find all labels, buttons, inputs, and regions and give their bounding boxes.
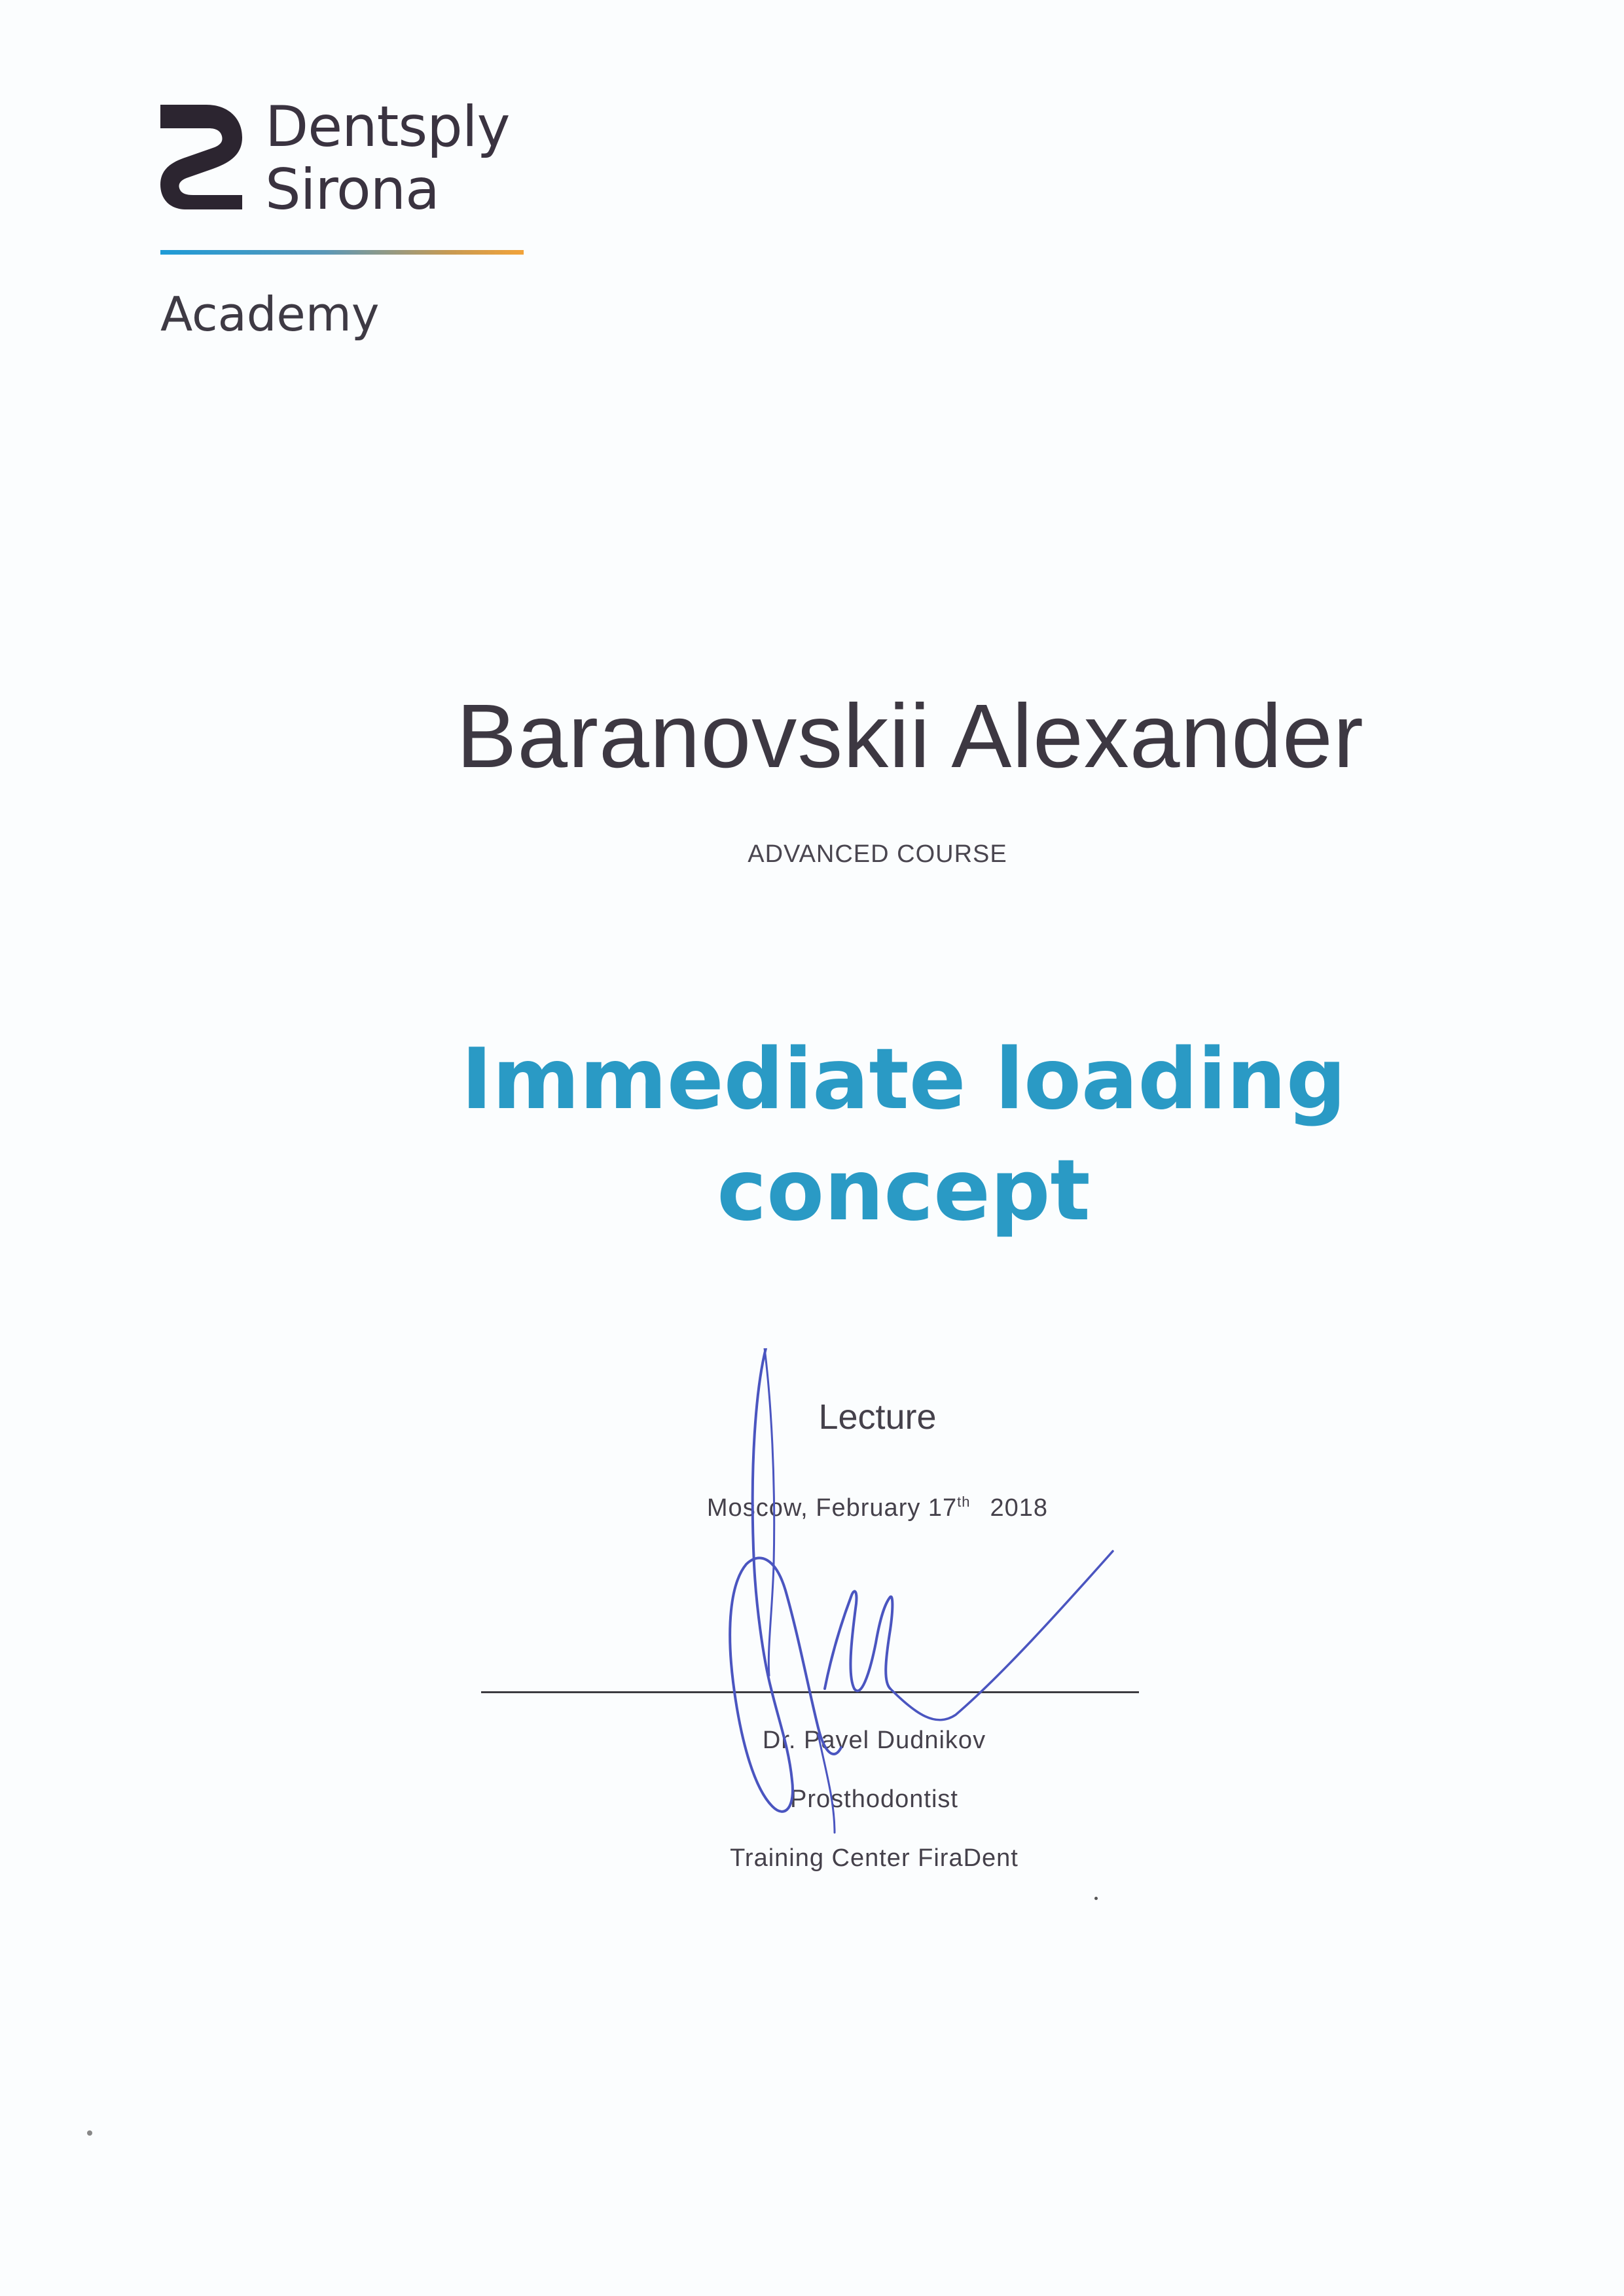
- signer-name: Dr. Pavel Dudnikov: [762, 1727, 986, 1754]
- event-date-suffix: th: [957, 1494, 971, 1510]
- event-type: Lecture: [818, 1397, 937, 1437]
- event-location-date: [65, 1488, 1624, 1522]
- event-location-date-text: Moscow, February 17: [706, 1494, 958, 1522]
- logo-brand-line1: Dentsply: [265, 94, 510, 160]
- paper-speck: [87, 2130, 92, 2136]
- event-year: 2018: [990, 1494, 1049, 1522]
- course-title-line1: Immediate loading: [461, 1031, 1346, 1128]
- recipient-name: Baranovskii Alexander: [456, 686, 1364, 787]
- logo-brand-line2: Sirona: [265, 157, 439, 223]
- logo-gradient-rule: [160, 250, 524, 255]
- dentsply-sirona-academy-logo: [160, 94, 527, 360]
- logo-brand-name: [265, 96, 510, 221]
- signer-role: Prosthodontist: [790, 1785, 958, 1813]
- paper-speck: [1094, 1897, 1098, 1900]
- course-title-line2: concept: [717, 1142, 1091, 1240]
- logo-division: Academy: [160, 287, 380, 342]
- signer-organization: Training Center FiraDent: [730, 1844, 1019, 1872]
- course-level: ADVANCED COURSE: [748, 840, 1007, 868]
- dentsply-s-logo-icon: [160, 105, 242, 209]
- signature-line: [481, 1691, 1139, 1693]
- course-title: [92, 1024, 1624, 1247]
